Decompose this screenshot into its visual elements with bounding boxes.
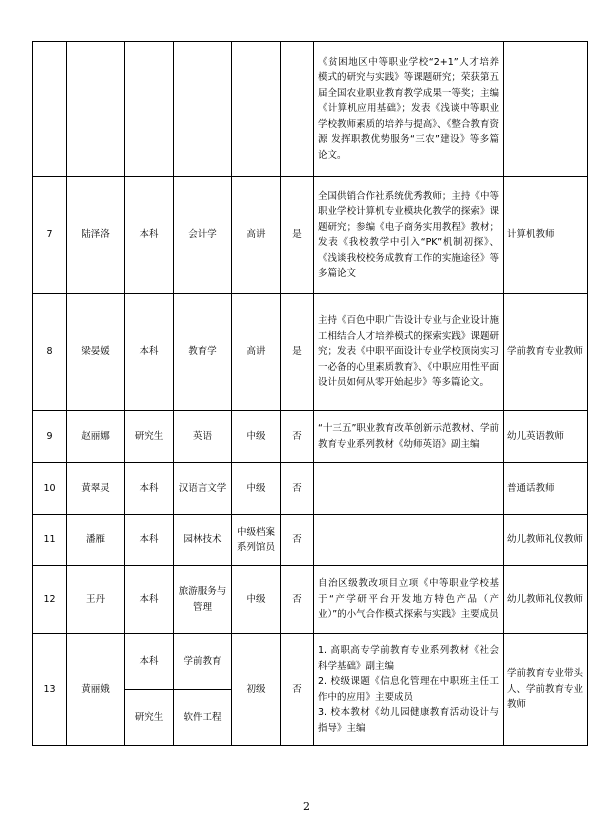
professional-title: 中级 bbox=[232, 463, 281, 515]
table-row bbox=[33, 42, 588, 177]
table-row bbox=[33, 177, 588, 294]
degree: 研究生 bbox=[125, 690, 174, 746]
achievements: “十三五”职业教育改革创新示范教材、学前教育专业系列教材《幼师英语》副主编 bbox=[314, 411, 504, 463]
teacher-name: 陆泽洛 bbox=[67, 177, 125, 294]
achievements: 自治区级教改项目立项《中等职业学校基于“产学研平台开发地方特色产品（产业）”的小气合作模式探索与实践》主要成员 bbox=[314, 566, 504, 634]
row-number: 13 bbox=[33, 634, 67, 746]
dual-qualified: 否 bbox=[281, 515, 314, 566]
table-row bbox=[33, 634, 588, 690]
dual-qualified: 否 bbox=[281, 566, 314, 634]
row-number: 12 bbox=[33, 566, 67, 634]
achievements bbox=[314, 463, 504, 515]
teacher-name: 王丹 bbox=[67, 566, 125, 634]
dual-qualified: 是 bbox=[281, 177, 314, 294]
professional-title: 中级 bbox=[232, 411, 281, 463]
degree: 本科 bbox=[125, 515, 174, 566]
dual-qualified: 是 bbox=[281, 294, 314, 411]
table-row bbox=[33, 294, 588, 411]
teaching-role: 幼儿英语教师 bbox=[504, 411, 588, 463]
dual-qualified: 否 bbox=[281, 463, 314, 515]
major: 园林技术 bbox=[174, 515, 232, 566]
teacher-name: 潘雁 bbox=[67, 515, 125, 566]
major: 汉语言文学 bbox=[174, 463, 232, 515]
row-number: 8 bbox=[33, 294, 67, 411]
dual-qualified bbox=[281, 42, 314, 177]
major: 旅游服务与管理 bbox=[174, 566, 232, 634]
teaching-role: 学前教育专业教师 bbox=[504, 294, 588, 411]
degree: 本科 bbox=[125, 177, 174, 294]
table-row bbox=[33, 463, 588, 515]
major bbox=[174, 42, 232, 177]
professional-title: 中级档案系列馆员 bbox=[232, 515, 281, 566]
teacher-name bbox=[67, 42, 125, 177]
teaching-role: 计算机教师 bbox=[504, 177, 588, 294]
table-row bbox=[33, 411, 588, 463]
page-number: 2 bbox=[303, 800, 310, 813]
dual-qualified: 否 bbox=[281, 634, 314, 746]
achievements: 全国供销合作社系统优秀教师；主持《中等职业学校计算机专业模块化教学的探索》课题研究；参编《电子商务实用教程》教材；发表《我校教学中引入“PK”机制初探》、《浅谈我校校务成教育工作的实施途径》等多篇论文 bbox=[314, 177, 504, 294]
teaching-role: 普通话教师 bbox=[504, 463, 588, 515]
achievements bbox=[314, 634, 504, 746]
table-row bbox=[33, 515, 588, 566]
table-row bbox=[33, 566, 588, 634]
achievements bbox=[314, 515, 504, 566]
teaching-role: 幼儿教师礼仪教师 bbox=[504, 566, 588, 634]
row-number: 11 bbox=[33, 515, 67, 566]
teacher-name: 赵丽娜 bbox=[67, 411, 125, 463]
row-number: 10 bbox=[33, 463, 67, 515]
achievement-item: 3. 校本教材《幼儿园健康教育活动设计与指导》主编 bbox=[318, 707, 499, 734]
degree: 本科 bbox=[125, 294, 174, 411]
major: 学前教育 bbox=[174, 634, 232, 690]
professional-title: 高讲 bbox=[232, 294, 281, 411]
row-number: 9 bbox=[33, 411, 67, 463]
dual-qualified: 否 bbox=[281, 411, 314, 463]
professional-title: 中级 bbox=[232, 566, 281, 634]
degree: 本科 bbox=[125, 634, 174, 690]
degree: 研究生 bbox=[125, 411, 174, 463]
major: 会计学 bbox=[174, 177, 232, 294]
achievements: 《贫困地区中等职业学校“2+1”人才培养模式的研究与实践》等课题研究；荣获第五届全国农业职业教育教学成果一等奖；主编《计算机应用基础》；发表《浅谈中等职业学校教师素质的培养与提高》、《整合教育资源 发挥职教优势服务“三农”建设》等多篇论文。 bbox=[314, 42, 504, 177]
degree: 本科 bbox=[125, 566, 174, 634]
teaching-role: 学前教育专业带头人、学前教育专业教师 bbox=[504, 634, 588, 746]
major: 软件工程 bbox=[174, 690, 232, 746]
achievements: 主持《百色中职广告设计专业与企业设计施工相结合人才培养模式的探索实践》课题研究；发表《中职平面设计专业学校顶岗实习一必备的心里素质教育》、《中职应用性平面设计员如何从零开始起步》等多篇论文。 bbox=[314, 294, 504, 411]
degree bbox=[125, 42, 174, 177]
row-number bbox=[33, 42, 67, 177]
teacher-name: 梁晏媛 bbox=[67, 294, 125, 411]
teaching-role bbox=[504, 42, 588, 177]
degree: 本科 bbox=[125, 463, 174, 515]
row-number: 7 bbox=[33, 177, 67, 294]
achievement-item: 1. 高职高专学前教育专业系列教材《社会科学基础》副主编 bbox=[318, 645, 499, 672]
teacher-name: 黄翠灵 bbox=[67, 463, 125, 515]
teaching-role: 幼儿教师礼仪教师 bbox=[504, 515, 588, 566]
teacher-name: 黄丽娥 bbox=[67, 634, 125, 746]
achievement-item: 2. 校级课题《信息化管理在中职班主任工作中的应用》主要成员 bbox=[318, 676, 499, 703]
professional-title: 初级 bbox=[232, 634, 281, 746]
professional-title bbox=[232, 42, 281, 177]
major: 教育学 bbox=[174, 294, 232, 411]
major: 英语 bbox=[174, 411, 232, 463]
professional-title: 高讲 bbox=[232, 177, 281, 294]
staff-table bbox=[32, 41, 588, 746]
